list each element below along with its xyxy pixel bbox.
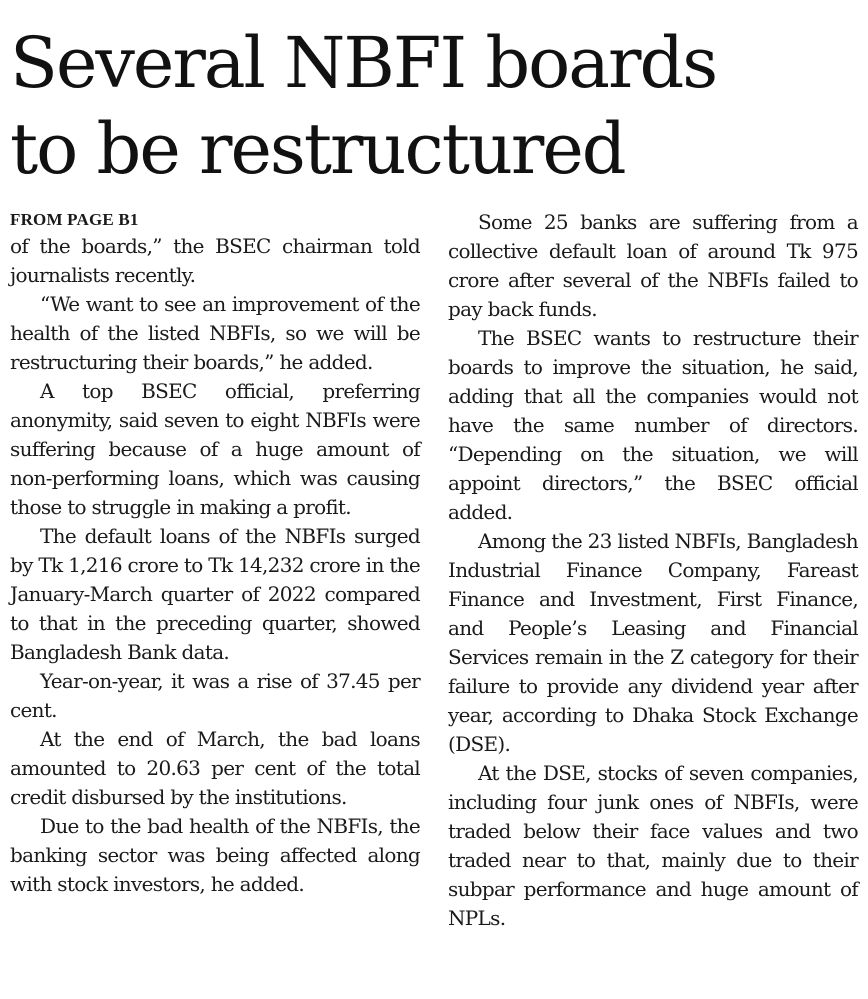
paragraph: The default loans of the NBFIs surged by Tk 1,216 crore to Tk 14,232 crore in the January-March quarter of 2022 compared to that in the preceding quarter, showed Bangladesh Bank data. <box>10 524 420 664</box>
paragraph: Among the 23 listed NBFIs, Bangladesh Industrial Finance Company, Fareast Finance and Investment, First Finance, and People’s Leasing and Financial Services remain in the Z category for their failure to provide any dividend year after year, according to Dhaka Stock Exchange (DSE). <box>448 529 858 756</box>
paragraph: At the end of March, the bad loans amounted to 20.63 per cent of the total credit disbursed by the institutions. <box>10 727 420 809</box>
left-column <box>10 208 420 899</box>
paragraph: A top BSEC official, preferring anonymity, said seven to eight NBFIs were suffering because of a huge amount of non-performing loans, which was causing those to struggle in making a profit. <box>10 379 420 519</box>
paragraph: Due to the bad health of the NBFIs, the banking sector was being affected along with stock investors, he added. <box>10 814 420 896</box>
headline-line-2: to be restructured <box>10 108 625 190</box>
paragraph: “We want to see an improvement of the health of the listed NBFIs, so we will be restructuring their boards,” he added. <box>10 292 420 374</box>
paragraph: At the DSE, stocks of seven companies, including four junk ones of NBFIs, were traded below their face values and two traded near to that, mainly due to their subpar performance and huge amount of NPLs. <box>448 761 858 930</box>
right-column <box>448 208 858 933</box>
paragraph: of the boards,” the BSEC chairman told journalists recently. <box>10 234 420 287</box>
continuation-kicker: FROM PAGE B1 <box>10 210 139 229</box>
paragraph: Year-on-year, it was a rise of 37.45 per cent. <box>10 669 420 722</box>
paragraph: The BSEC wants to restructure their boards to improve the situation, he said, adding that all the companies would not have the same number of directors. “Depending on the situation, we will appoint directors,” the BSEC official added. <box>448 326 858 524</box>
headline-line-1: Several NBFI boards <box>10 22 717 104</box>
paragraph: Some 25 banks are suffering from a collective default loan of around Tk 975 crore after several of the NBFIs failed to pay back funds. <box>448 210 858 321</box>
headline <box>10 20 860 192</box>
